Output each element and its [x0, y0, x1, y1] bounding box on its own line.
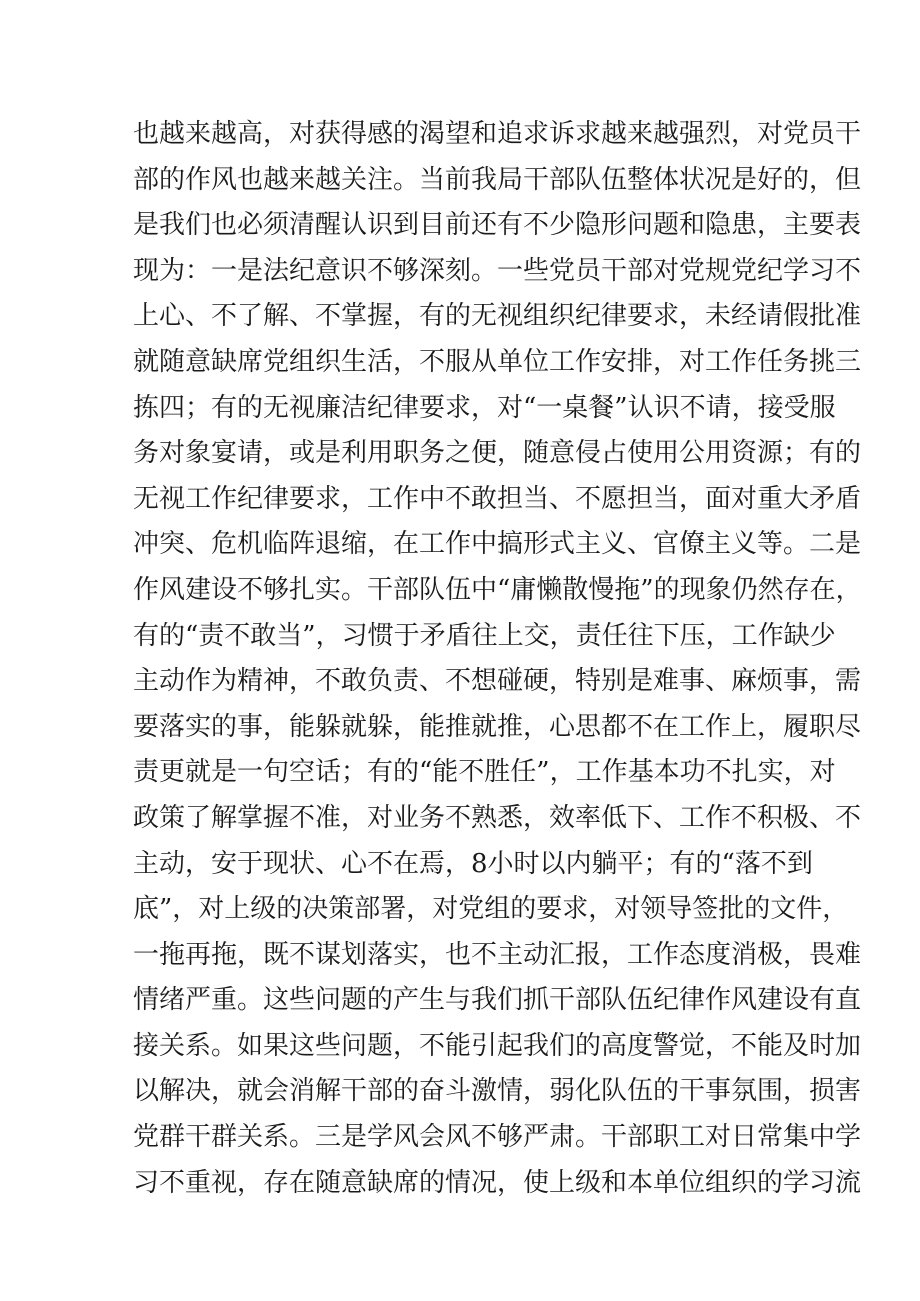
text-line: 是我们也必须清醒认识到目前还有不少隐形问题和隐患，主要表	[133, 210, 862, 241]
text-line: 冲突、危机临阵退缩，在工作中搞形式主义、官僚主义等。二是	[133, 529, 862, 560]
text-line: 拣四；有的无视廉洁纪律要求，对“一桌餐”认识不请，接受服	[133, 392, 836, 423]
body-text	[133, 112, 862, 1206]
text-line: 无视工作纪律要求，工作中不敢担当、不愿担当，面对重大矛盾	[133, 483, 862, 514]
text-line: 习不重视，存在随意缺席的情况，使上级和本单位组织的学习流	[133, 1167, 862, 1198]
text-line: 也越来越高，对获得感的渴望和追求诉求越来越强烈，对党员干	[133, 119, 862, 149]
text-line: 接关系。如果这些问题，不能引起我们的高度警觉，不能及时加	[133, 1030, 862, 1061]
text-line: 主动作为精神，不敢负责、不想碰硬，特别是难事、麻烦事，需	[133, 666, 862, 697]
text-line: 现为：一是法纪意识不够深刻。一些党员干部对党规党纪学习不	[133, 255, 862, 286]
text-line: 一拖再拖，既不谋划落实，也不主动汇报，工作态度消极，畏难	[133, 939, 862, 970]
text-line: 作风建设不够扎实。干部队伍中“庸懒散慢拖”的现象仍然存在，	[133, 574, 862, 605]
text-line: 责更就是一句空话；有的“能不胜任”，工作基本功不扎实，对	[133, 757, 836, 788]
text-line: 有的“责不敢当”，习惯于矛盾往上交，责任往下压，工作缺少	[133, 620, 836, 651]
text-line: 就随意缺席党组织生活，不服从单位工作安排，对工作任务挑三	[133, 346, 862, 377]
text-line: 底”，对上级的决策部署，对党组的要求，对领导签批的文件，	[133, 894, 849, 925]
text-line: 党群干群关系。三是学风会风不够严肃。干部职工对日常集中学	[133, 1122, 862, 1153]
text-line: 部的作风也越来越关注。当前我局干部队伍整体状况是好的，但	[133, 164, 862, 195]
text-line: 务对象宴请，或是利用职务之便，随意侵占使用公用资源；有的	[133, 438, 862, 469]
text-line: 政策了解掌握不准，对业务不熟悉，效率低下、工作不积极、不	[133, 802, 862, 833]
text-line: 以解决，就会消解干部的奋斗激情，弱化队伍的干事氛围，损害	[133, 1076, 862, 1107]
text-line: 主动，安于现状、心不在焉，8小时以内躺平；有的“落不到	[133, 848, 813, 879]
text-line: 要落实的事，能躲就躲，能推就推，心思都不在工作上，履职尽	[133, 711, 862, 742]
text-line: 情绪严重。这些问题的产生与我们抓干部队伍纪律作风建设有直	[133, 985, 862, 1016]
text-line: 上心、不了解、不掌握，有的无视组织纪律要求，未经请假批准	[133, 301, 862, 332]
